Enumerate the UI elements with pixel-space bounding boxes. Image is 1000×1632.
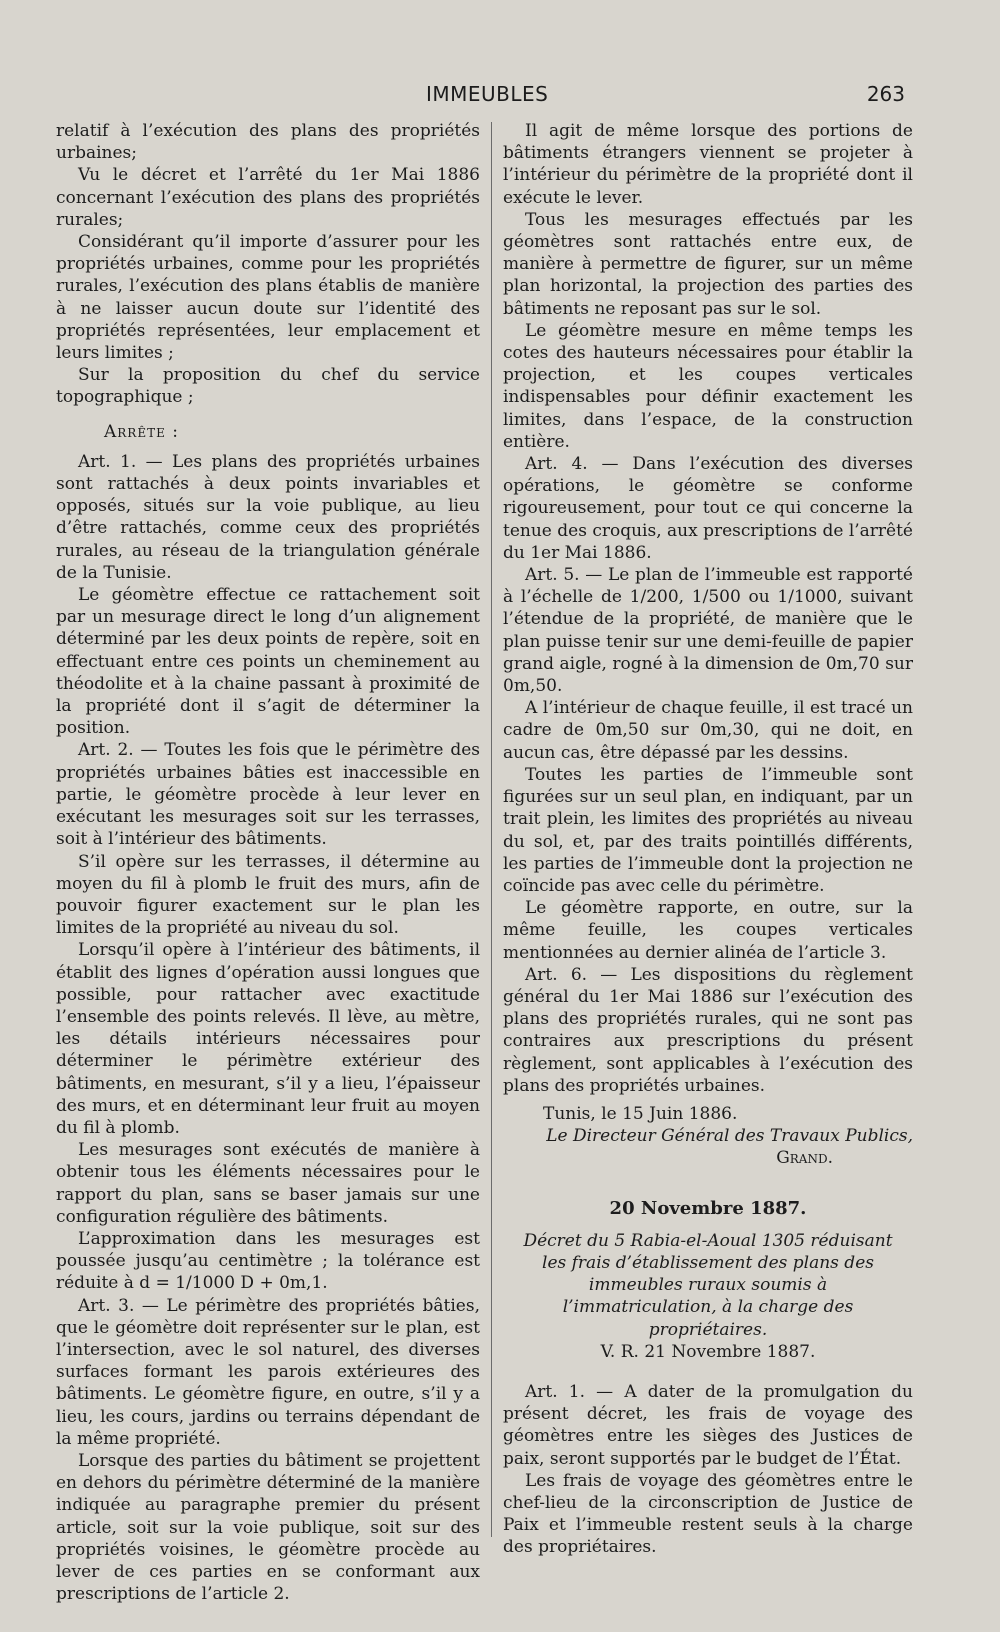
article-1: Art. 1. — Les plans des propriétés urbaines sont rattachés à deux points invariables et opposés, situés sur la voie publique, au lieu d’être rattachés, comme ceux des propriétés rurales, au réseau de la triangulation générale de la Tunisie. bbox=[56, 451, 480, 583]
paragraph: Le géomètre effectue ce rattachement soit par un mesurage direct le long d’un alignement déterminé par les deux points de repère, soit en effectuant entre ces points un cheminement au théodolite et à la chaine passant à proximité de la propriété dont il s’agit de déterminer la position. bbox=[56, 585, 480, 739]
left-column bbox=[56, 120, 480, 1605]
signature-place-date: Tunis, le 15 Juin 1886. bbox=[543, 1103, 738, 1124]
paragraph: Les frais de voyage des géomètres entre le chef-lieu de la circonscription de Justice de Paix et l’immeuble restent seuls à la charge des propriétaires. bbox=[503, 1470, 913, 1558]
arrete-heading: Arrête : bbox=[104, 421, 180, 442]
paragraph: Tous les mesurages effectués par les géomètres sont rattachés entre eux, de manière à permettre de figurer, sur un même plan horizontal, la projection des parties des bâtiments ne reposant pas sur le sol. bbox=[503, 209, 913, 319]
signature-title: Le Directeur Général des Travaux Publics, bbox=[546, 1126, 913, 1147]
paragraph: Les mesurages sont exécutés de manière à obtenir tous les éléments nécessaires pour le rapport du plan, sans se baser jamais sur une configuration régulière des bâtiments. bbox=[56, 1140, 480, 1227]
article-5: Art. 5. — Le plan de l’immeuble est rapporté à l’échelle de 1/200, 1/500 ou 1/1000, suivant l’étendue de la propriété, de manière que le plan puisse tenir sur une demi-feuille de papier grand aigle, rogné à la dimension de 0m,70 sur 0m,50. bbox=[503, 565, 913, 697]
decree-title: Décret du 5 Rabia-el-Aoual 1305 réduisant les frais d’établissement des plans des immeubles ruraux soumis à l’immatriculation, à la charge des propriétaires. bbox=[523, 1230, 893, 1340]
paragraph: L’approximation dans les mesurages est poussée jusqu’au centimètre ; la tolérance est réduite à d = 1/1000 D + 0m,1. bbox=[56, 1228, 480, 1294]
column-divider bbox=[491, 122, 492, 1537]
paragraph: Il agit de même lorsque des portions de bâtiments étrangers viennent se projeter à l’intérieur du périmètre de la propriété dont il exécute le lever. bbox=[503, 121, 913, 208]
page-number: 263 bbox=[866, 82, 905, 106]
paragraph: Toutes les parties de l’immeuble sont figurées sur un seul plan, en indiquant, par un trait plein, les limites des propriétés au niveau du sol, et, par des traits pointillés différents, les parties de l’immeuble dont la projection ne coïncide pas avec celle du périmètre. bbox=[503, 764, 913, 896]
paragraph: Considérant qu’il importe d’assurer pour les propriétés urbaines, comme pour les propriétés rurales, l’exécution des plans établis de manière à ne laisser aucun doute sur l’identité des propriétés représentées, leur emplacement et leurs limites ; bbox=[56, 232, 480, 364]
signature-name: Grand. bbox=[776, 1148, 833, 1169]
paragraph: relatif à l’exécution des plans des propriétés urbaines; bbox=[56, 121, 480, 164]
paragraph: Le géomètre mesure en même temps les cotes des hauteurs nécessaires pour établir la projection, et les coupes verticales indispensables pour définir exactement les limites, dans l’espace, de la construction entière. bbox=[503, 320, 913, 452]
paragraph: Le géomètre rapporte, en outre, sur la même feuille, les coupes verticales mentionnées au dernier alinéa de l’article 3. bbox=[503, 898, 913, 963]
article-4: Art. 4. — Dans l’exécution des diverses opérations, le géomètre se conforme rigoureusement, pour tout ce qui concerne la tenue des croquis, aux prescriptions de l’arrêté du 1er Mai 1886. bbox=[503, 454, 913, 563]
decree-article-1: Art. 1. — A dater de la promulgation du présent décret, les frais de voyage des géomètres entre les sièges des Justices de paix, seront supportés par le budget de l’État. bbox=[503, 1381, 913, 1469]
paragraph: S’il opère sur les terrasses, il détermine au moyen du fil à plomb le fruit des murs, afin de pouvoir figurer exactement sur le plan les limites de la propriété au niveau du sol. bbox=[56, 851, 480, 939]
paragraph: Vu le décret et l’arrêté du 1er Mai 1886 concernant l’exécution des plans des propriétés rurales; bbox=[56, 165, 480, 230]
page-header bbox=[0, 82, 1000, 112]
running-title: IMMEUBLES bbox=[426, 82, 549, 106]
paragraph: A l’intérieur de chaque feuille, il est tracé un cadre de 0m,50 sur 0m,30, qui ne doit, en aucun cas, être dépassé par les dessins. bbox=[503, 698, 913, 763]
article-2: Art. 2. — Toutes les fois que le périmètre des propriétés urbaines bâties est inaccessible en partie, le géomètre procède à leur lever en exécutant les mesurages soit sur les terrasses, soit à l’intérieur des bâtiments. bbox=[56, 740, 480, 850]
decree-date-heading: 20 Novembre 1887. bbox=[609, 1197, 807, 1219]
paragraph: Sur la proposition du chef du service topographique ; bbox=[56, 365, 480, 408]
paragraph: Lorsque des parties du bâtiment se projettent en dehors du périmètre déterminé de la manière indiquée au paragraphe premier du présent article, soit sur la voie publique, soit sur des propriétés voisines, le géomètre procède au lever de ces parties en se conformant aux prescriptions de l’article 2. bbox=[56, 1450, 480, 1605]
right-column bbox=[503, 120, 913, 1559]
article-6: Art. 6. — Les dispositions du règlement général du 1er Mai 1886 sur l’exécution des plans des propriétés rurales, qui ne sont pas contraires aux prescriptions du présent règlement, sont applicables à l’exécution des plans des propriétés urbaines. bbox=[503, 964, 913, 1096]
paragraph: Lorsqu’il opère à l’intérieur des bâtiments, il établit des lignes d’opération aussi longues que possible, pour rattacher avec exactitude l’ensemble des points relevés. Il lève, au mètre, les détails intérieurs nécessaires pour déterminer le périmètre extérieur des bâtiments, en mesurant, s’il y a lieu, l’épaisseur des murs, et en déterminant leur fruit au moyen du fil à plomb. bbox=[56, 940, 480, 1138]
article-3: Art. 3. — Le périmètre des propriétés bâties, que le géomètre doit représenter sur le plan, est l’intersection, avec le sol naturel, des diverses surfaces formant les parois extérieures des bâtiments. Le géomètre figure, en outre, s’il y a lieu, les cours, jardins ou terrains dépendant de la même propriété. bbox=[56, 1295, 480, 1449]
decree-vr: V. R. 21 Novembre 1887. bbox=[600, 1341, 816, 1362]
